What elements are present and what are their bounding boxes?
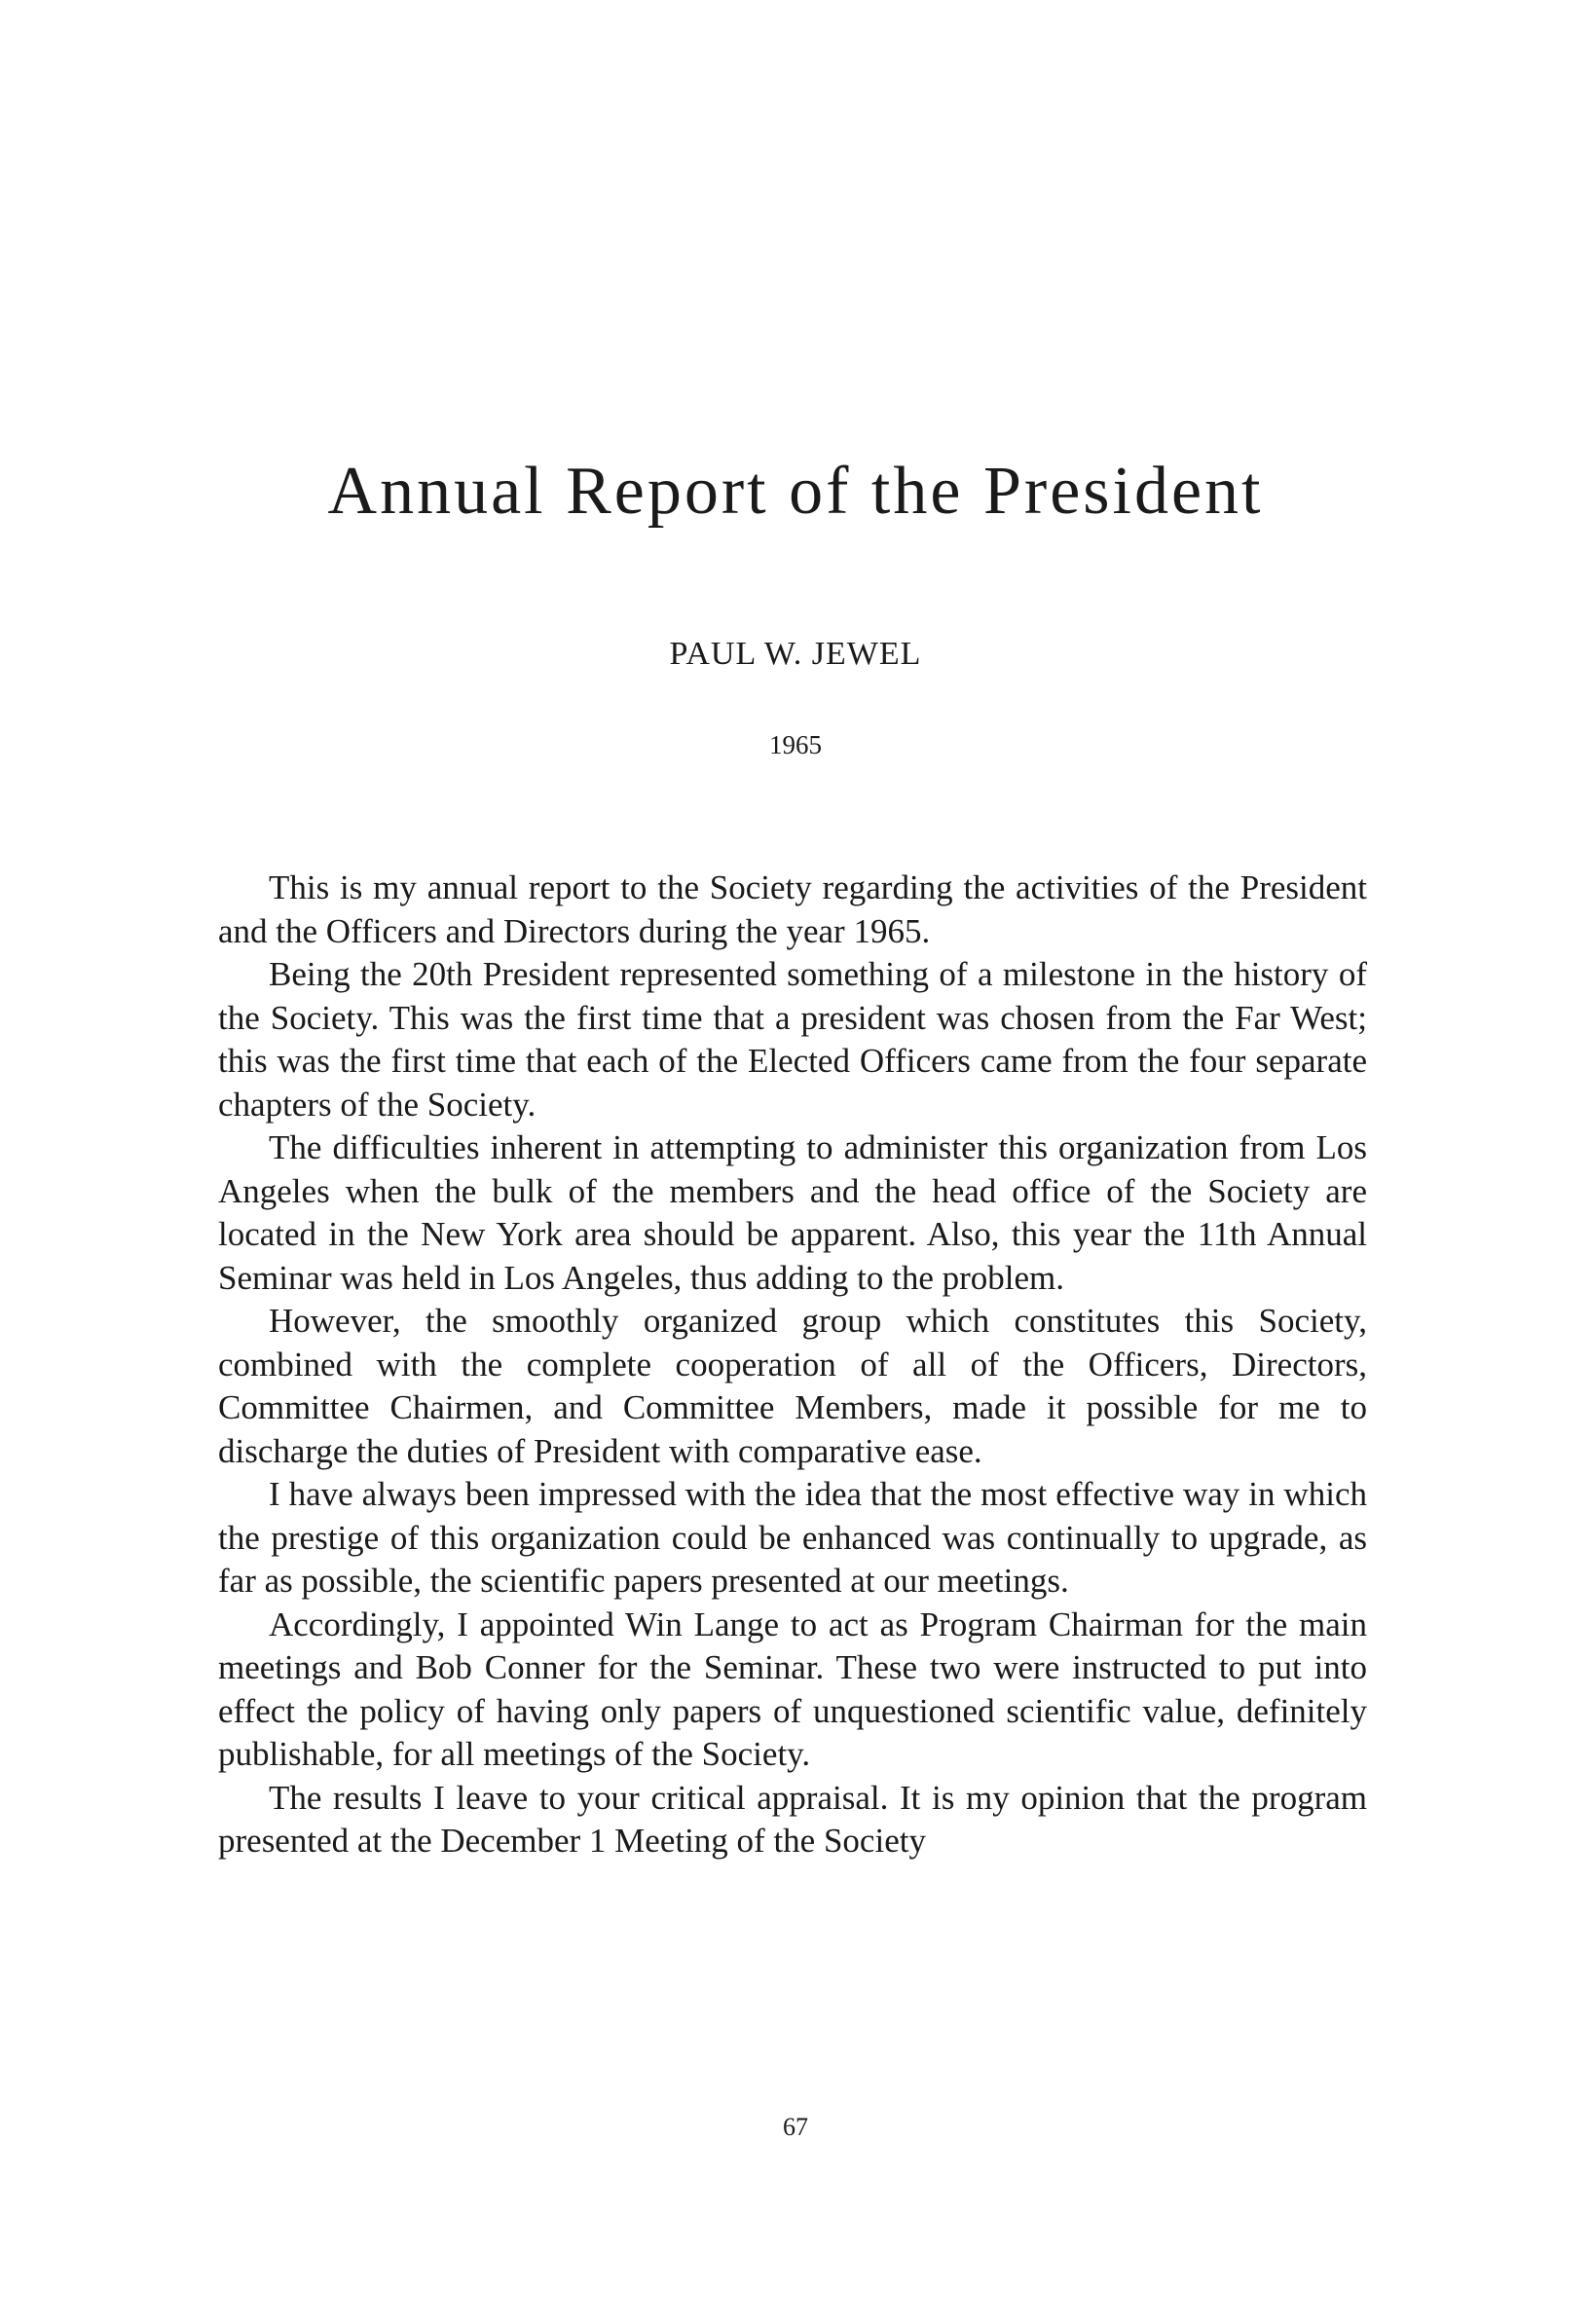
paragraph-4: However, the smoothly organized group which constitutes this Society, combined with the complete cooperation of all of the Officers, Directors, Committee Chairmen, and Committee Members, made it possible for me to discharge the duties of President with comparative ease.: [218, 1302, 1367, 1470]
page-title: Annual Report of the President: [327, 454, 1264, 529]
report-year: 1965: [769, 730, 822, 759]
paragraph-2: Being the 20th President represented something of a milestone in the history of the Society. This was the first time that a president was chosen from the Far West; this was the first time that each of the Elected Officers came from the four separate chapters of the Society.: [218, 955, 1367, 1124]
report-body: [218, 867, 1367, 1863]
paragraph-7: The results I leave to your critical appraisal. It is my opinion that the program presented at the December 1 Meeting of the Society: [218, 1778, 1367, 1860]
paragraph-6: Accordingly, I appointed Win Lange to act as Program Chairman for the main meetings and Bob Conner for the Seminar. These two were instructed to put into effect the policy of having only papers of unquestioned scientific value, definitely publishable, for all meetings of the Society.: [218, 1605, 1367, 1773]
paragraph-5: I have always been impressed with the idea that the most effective way in which the prestige of this organization could be enhanced was continually to upgrade, as far as possible, the scientific papers presented at our meetings.: [218, 1475, 1367, 1600]
author-name: PAUL W. JEWEL: [669, 636, 922, 672]
page-number: 67: [783, 2113, 808, 2141]
paragraph-3: The difficulties inherent in attempting to administer this organization from Los Angeles when the bulk of the members and the head office of the Society are located in the New York area should be apparent. Also, this year the 11th Annual Seminar was held in Los Angeles, thus adding to the problem.: [218, 1128, 1367, 1297]
paragraph-1: This is my annual report to the Society regarding the activities of the President and the Officers and Directors during the year 1965.: [218, 868, 1367, 950]
